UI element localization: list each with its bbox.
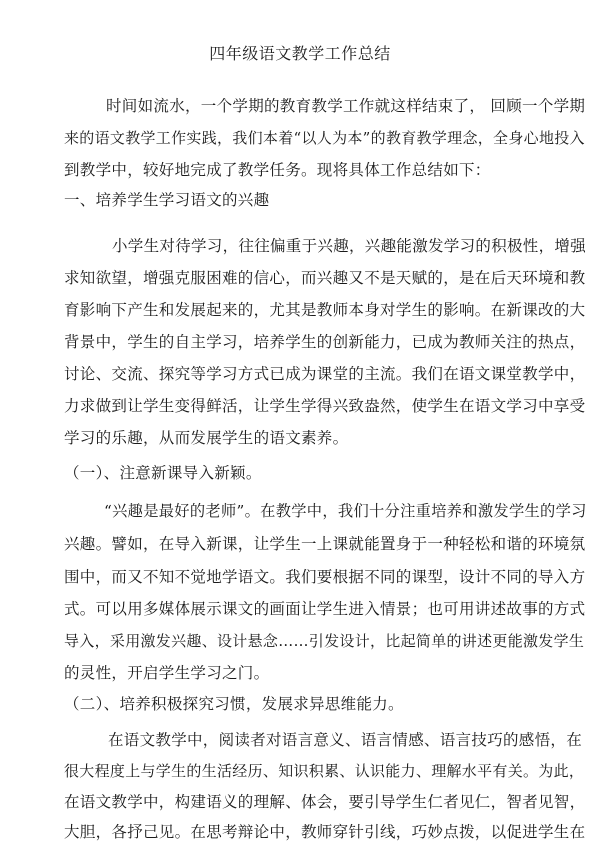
paragraph-line: 求知欲望，增强克服困难的信心，而兴趣又不是天赋的，是在后天环境和教 [64,269,586,287]
paragraph-line: 时间如流水，一个学期的教育教学工作就这样结束了， 回顾一个学期 [106,97,586,115]
paragraph-line: 来的语文教学工作实践，我们本着“以人为本”的教育教学理念，全身心地投入 [64,129,585,147]
subsection-heading: （一）、注意新课导入新颖。 [64,464,262,482]
paragraph-line: 的灵性，开启学生学习之门。 [64,664,270,682]
section-heading: 一、培养学生学习语文的兴趣 [64,191,270,209]
paragraph-line: 在语文教学中，阅读者对语言意义、语言情感、语言技巧的感悟，在 [108,731,583,749]
paragraph-line: 小学生对待学习，往往偏重于兴趣，兴趣能激发学习的积极性，增强 [112,237,587,255]
paragraph-line: 围中，而又不知不觉地学语文。我们要根据不同的课型，设计不同的导入方 [64,568,586,586]
paragraph-line: 力求做到让学生变得鲜活，让学生学得兴致盎然，使学生在语文学习中享受 [64,397,586,415]
paragraph-line: 讨论、交流、探究等学习方式已成为课堂的主流。我们在语文课堂教学中， [64,365,586,383]
paragraph-line: 兴趣。譬如，在导入新课，让学生一上课就能置身于一种轻松和谐的环境氛 [64,535,586,553]
paragraph-line: 背景中，学生的自主学习，培养学生的创新能力，已成为教师关注的热点， [64,333,586,351]
paragraph-line: 到教学中，较好地完成了教学任务。现将具体工作总结如下： [64,161,491,179]
paragraph-line: 在语文教学中，构建语义的理解、体会，要引导学生仁者见仁，智者见智， [64,793,586,811]
paragraph-line: 育影响下产生和发展起来的，尤其是教师本身对学生的影响。在新课改的大 [64,301,586,319]
paragraph-line: 导入，采用激发兴趣、设计悬念……引发设计，比起简单的讲述更能激发学生 [64,632,585,650]
paragraph-line: 式。可以用多媒体展示课文的画面让学生进入情景；也可用讲述故事的方式 [64,600,586,618]
paragraph-line: 很大程度上与学生的生活经历、知识积累、认识能力、理解水平有关。为此， [64,762,585,780]
paragraph-line: 学习的乐趣，从而发展学生的语文素养。 [64,429,349,447]
document-title: 四年级语文教学工作总结 [209,44,391,63]
paragraph-line: 大胆，各抒己见。在思考辩论中，教师穿针引线，巧妙点拨，以促进学生在 [64,823,586,841]
paragraph-line: “兴趣是最好的老师”。在教学中，我们十分注重培养和激发学生的学习 [104,502,587,520]
subsection-heading: （二）、培养积极探究习惯，发展求异思维能力。 [64,695,404,713]
